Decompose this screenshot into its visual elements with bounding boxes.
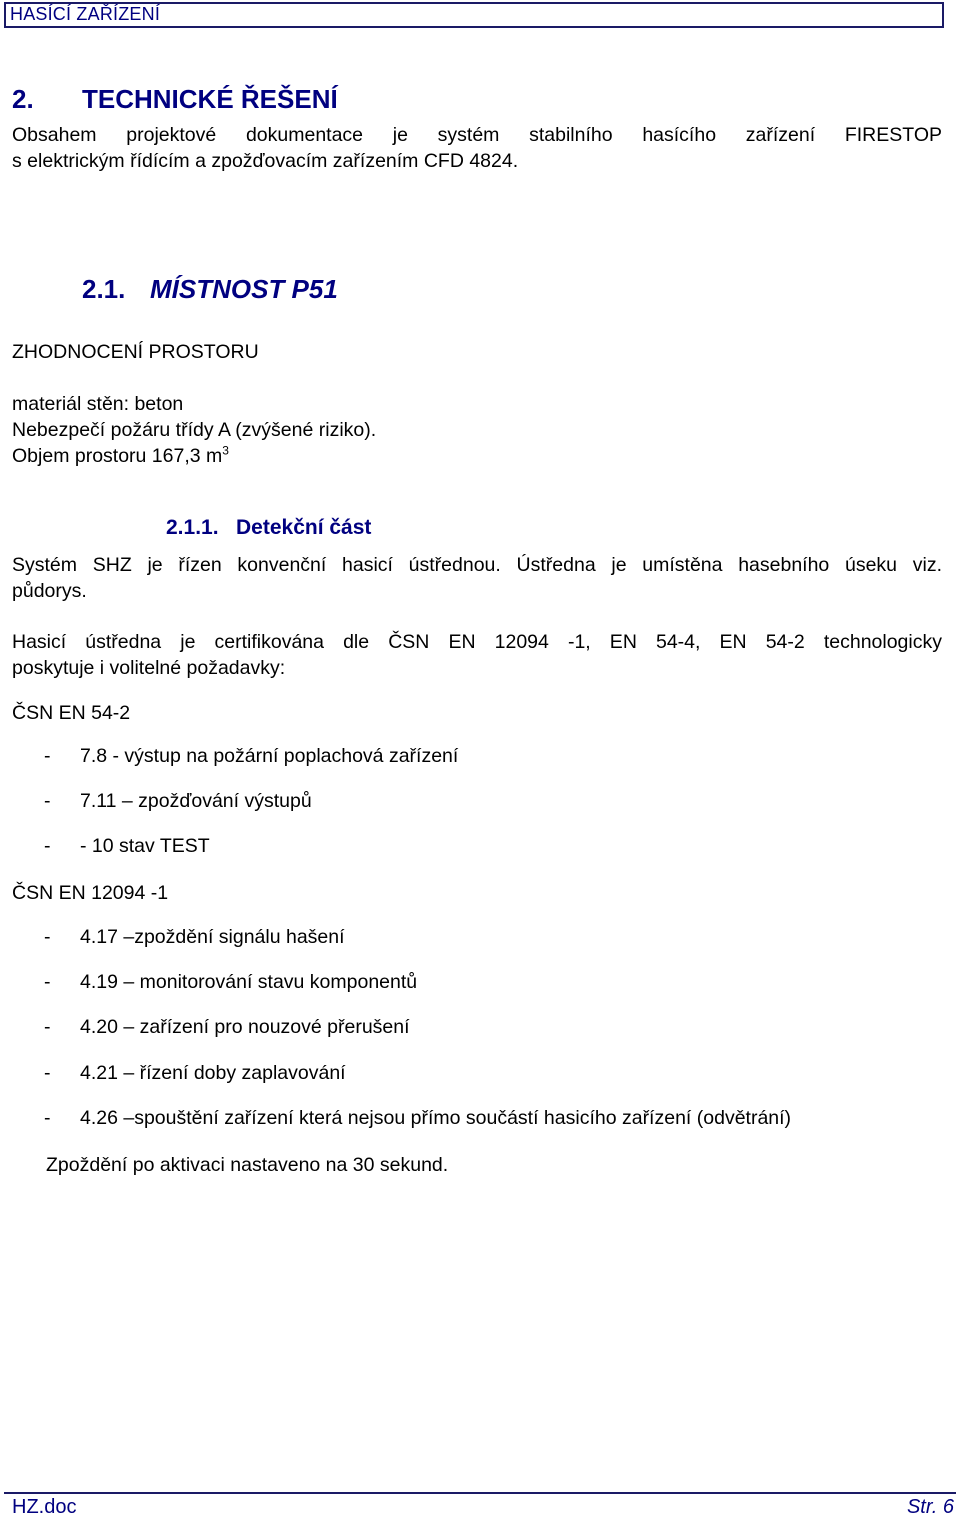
certification-line-1: Hasicí ústředna je certifikována dle ČSN EN 12094 -1, EN 54-4, EN 54-2 technologicky xyxy=(12,631,942,653)
document-header-title: HASÍCÍ ZAŘÍZENÍ xyxy=(10,4,161,24)
detection-paragraph-line-1: Systém SHZ je řízen konvenční hasicí ústřednou. Ústředna je umístěna hasebního úseku viz. xyxy=(12,554,942,576)
activation-delay-note: Zpoždění po aktivaci nastaveno na 30 sekund. xyxy=(46,1154,449,1176)
list-item: - 10 stav TEST xyxy=(80,835,210,857)
list-bullet: - xyxy=(44,745,51,767)
detection-paragraph-line-2: půdorys. xyxy=(12,580,87,602)
fire-hazard-class: Nebezpečí požáru třídy A (zvýšené riziko). xyxy=(12,419,377,441)
subsection-number: 2.1. xyxy=(82,274,126,304)
footer-divider xyxy=(4,1492,956,1494)
subsection-heading xyxy=(82,274,338,305)
list-item: 4.20 – zařízení pro nouzové přerušení xyxy=(80,1016,410,1038)
footer-page-number: Str. 6 xyxy=(906,1496,954,1518)
list-item: 7.8 - výstup na požární poplachová zařízení xyxy=(80,745,459,767)
list-bullet: - xyxy=(44,1016,51,1038)
list-bullet: - xyxy=(44,790,51,812)
subsubsection-heading xyxy=(166,516,371,540)
footer-filename: HZ.doc xyxy=(12,1496,77,1518)
list-bullet: - xyxy=(44,1062,51,1084)
list-bullet: - xyxy=(44,971,51,993)
certification-line-2: poskytuje i volitelné požadavky: xyxy=(12,657,286,679)
intro-line-2: s elektrickým řídícím a zpožďovacím zařízením CFD 4824. xyxy=(12,150,519,172)
room-volume-superscript: 3 xyxy=(222,443,229,458)
section-number: 2. xyxy=(12,84,34,114)
list-item: 4.17 –zpoždění signálu hašení xyxy=(80,926,345,948)
section-title: TECHNICKÉ ŘEŠENÍ xyxy=(82,84,338,114)
list-item: 4.26 –spouštění zařízení která nejsou přímo součástí hasicího zařízení (odvětrání) xyxy=(80,1107,792,1129)
list-bullet: - xyxy=(44,835,51,857)
room-volume-text: Objem prostoru 167,3 m xyxy=(12,445,223,467)
list-bullet: - xyxy=(44,926,51,948)
subsection-title: MÍSTNOST P51 xyxy=(150,274,338,304)
list-bullet: - xyxy=(44,1107,51,1129)
room-volume xyxy=(12,443,229,469)
subsubsection-number: 2.1.1. xyxy=(166,516,219,539)
section-heading xyxy=(12,84,338,115)
subsubsection-title: Detekční část xyxy=(236,516,372,539)
list-item: 7.11 – zpožďování výstupů xyxy=(80,790,312,812)
list-item: 4.19 – monitorování stavu komponentů xyxy=(80,971,418,993)
wall-material: materiál stěn: beton xyxy=(12,393,184,415)
assessment-heading: ZHODNOCENÍ PROSTORU xyxy=(12,341,259,363)
standard-name: ČSN EN 54-2 xyxy=(12,702,131,724)
intro-line-1: Obsahem projektové dokumentace je systém stabilního hasícího zařízení FIRESTOP xyxy=(12,124,942,146)
list-item: 4.21 – řízení doby zaplavování xyxy=(80,1062,346,1084)
standard-name: ČSN EN 12094 -1 xyxy=(12,882,169,904)
